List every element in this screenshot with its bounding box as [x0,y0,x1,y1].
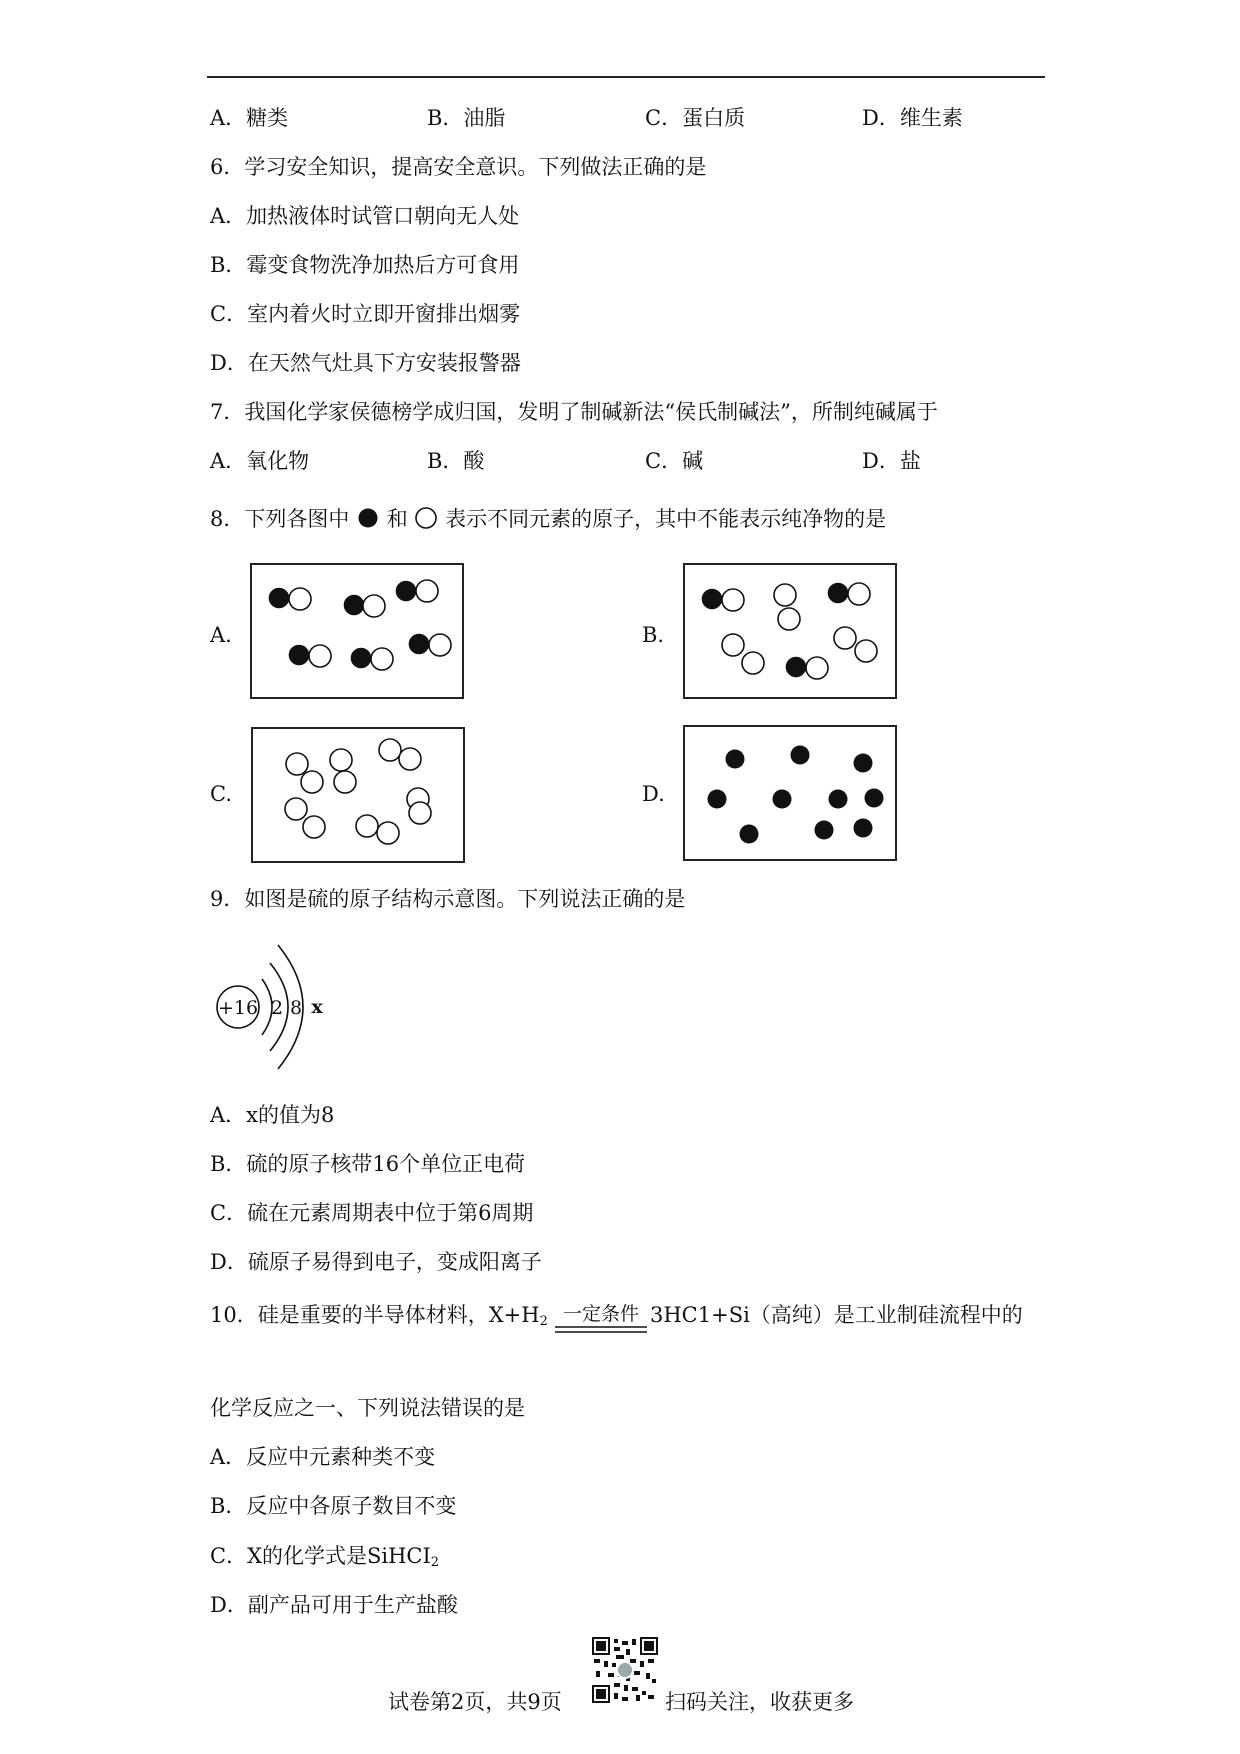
shell-2-electrons: 8 [289,997,303,1019]
qr-code[interactable] [592,1637,658,1703]
q8-stem-suffix: 表示不同元素的原子，其中不能表示纯净物的是 [445,507,887,531]
q7-option-b: B．酸 [427,449,485,473]
page-number: 试卷第2页，共9页 [388,1690,562,1714]
q6-option-b: B．霉变食物洗净加热后方可食用 [210,253,520,277]
q10-products: 3HC1+Si（高纯）是工业制硅流程中的 [650,1303,1023,1327]
q9-stem: 9．如图是硫的原子结构示意图。下列说法正确的是 [210,887,686,911]
q8-panel-c [251,727,465,863]
q8-label-c: C. [210,782,232,806]
nucleus-charge: +16 [217,997,259,1019]
shell-1-electrons: 2 [270,997,284,1019]
qr-caption: 扫码关注，收获更多 [665,1690,854,1714]
q7-option-c: C．碱 [645,449,704,473]
q10-stem-line2: 化学反应之一、下列说法错误的是 [210,1396,525,1420]
q9-option-d: D．硫原子易得到电子，变成阳离子 [210,1250,542,1274]
q10-option-a: A．反应中元素种类不变 [210,1445,436,1469]
reaction-condition: 一定条件 [562,1304,640,1325]
hollow-atom-icon [414,506,438,530]
q7-stem: 7．我国化学家侯德榜学成归国，发明了制碱新法“侯氏制碱法”，所制纯碱属于 [210,400,938,424]
top-rule [207,76,1045,78]
q6-option-d: D．在天然气灶具下方安装报警器 [210,351,521,375]
q8-label-d: D. [642,782,665,806]
q7-option-a: A．氧化物 [210,449,310,473]
q9-option-a: A．x的值为8 [210,1103,335,1127]
q5-option-c: C．蛋白质 [645,106,746,130]
q6-stem: 6．学习安全知识，提高安全意识。下列做法正确的是 [210,155,707,179]
q8-panel-a [250,563,464,699]
filled-atom-icon [356,506,380,530]
q8-stem-prefix: 8．下列各图中 [210,507,350,531]
q7-option-d: D．盐 [862,449,921,473]
q5-option-b: B．油脂 [427,106,506,130]
q10-option-c-subscript: 2 [430,1555,440,1570]
q9-option-b: B．硫的原子核带16个单位正电荷 [210,1152,526,1176]
q6-option-a: A．加热液体时试管口朝向无人处 [210,204,520,228]
q10-option-c [210,1543,439,1576]
q5-option-d: D．维生素 [862,106,963,130]
q10-stem-prefix [210,1302,548,1335]
shell-3-electrons: x [311,996,323,1018]
q9-option-c: C．硫在元素周期表中位于第6周期 [210,1201,534,1225]
sulfur-atom-structure-diagram [210,935,345,1075]
q5-option-a: A．糖类 [210,106,289,130]
reaction-condition-arrow [553,1304,649,1344]
q8-label-b: B. [642,623,665,647]
q6-option-c: C．室内着火时立即开窗排出烟雾 [210,302,521,326]
q8-panel-b [683,563,897,699]
q10-option-d: D．副产品可用于生产盐酸 [210,1593,458,1617]
q10-stem-prefix-text: 10．硅是重要的半导体材料，X+H [210,1303,540,1327]
q8-stem-and: 和 [386,507,408,531]
q10-option-b: B．反应中各原子数目不变 [210,1494,457,1518]
q8-label-a: A. [210,623,232,647]
h2-subscript: 2 [539,1314,548,1329]
q8-panel-d [683,725,897,861]
q10-option-c-text: C．X的化学式是SiHCI [210,1544,431,1568]
q8-stem [210,506,886,532]
